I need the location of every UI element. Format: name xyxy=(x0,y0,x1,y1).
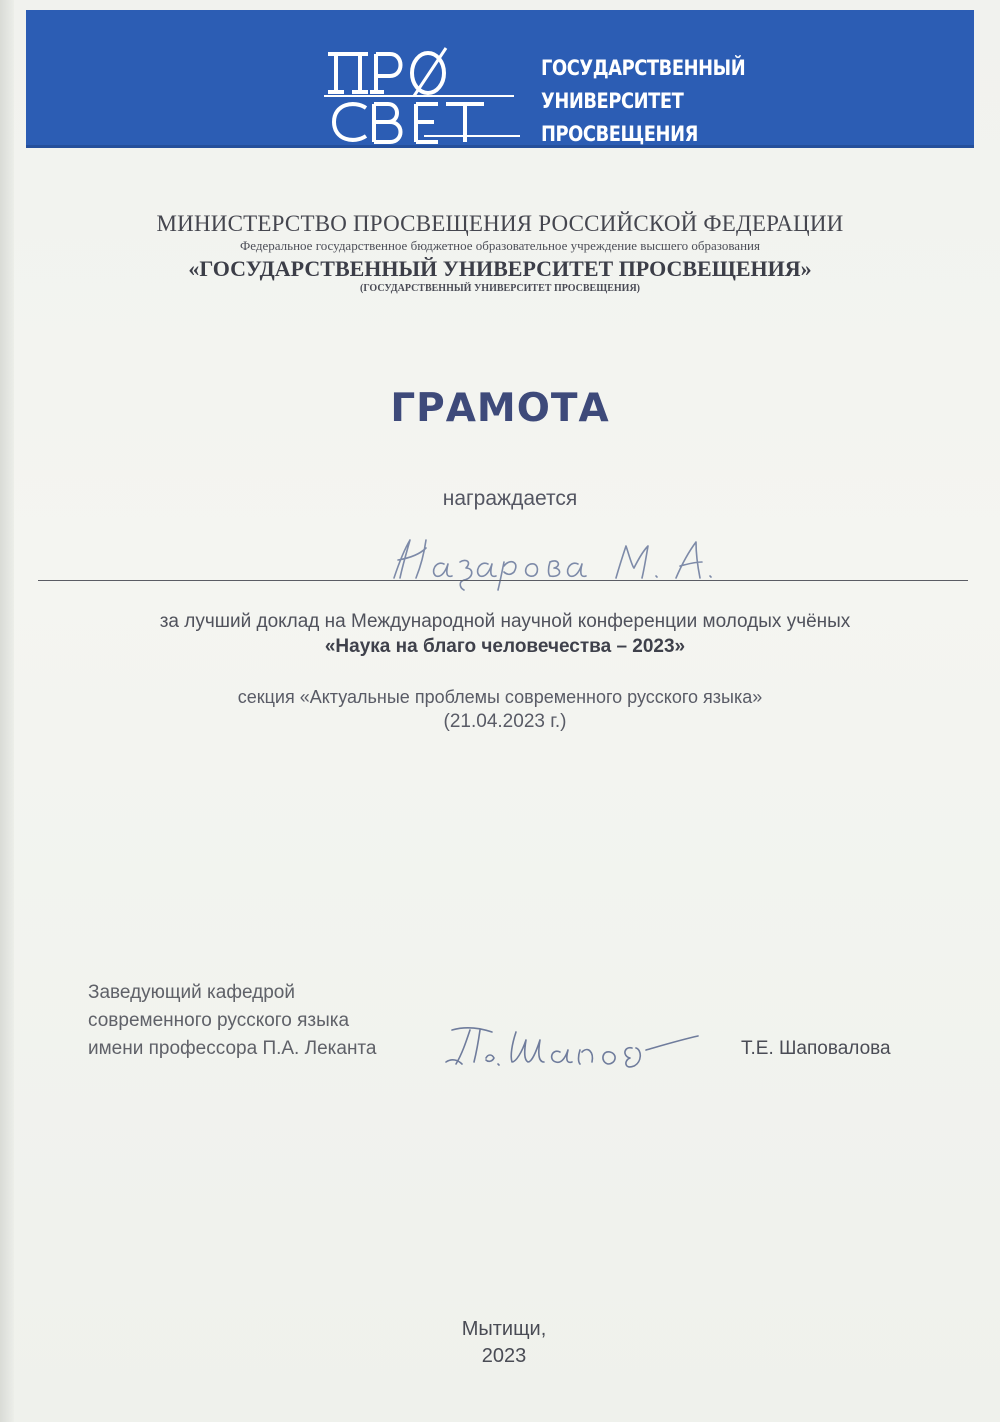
logo-text-line: ПРОСВЕЩЕНИЯ xyxy=(541,122,698,146)
logo-text-line: ГОСУДАРСТВЕННЫЙ xyxy=(541,56,746,80)
recipient-name-line xyxy=(38,580,968,581)
city: Мытищи, xyxy=(461,1318,547,1340)
signature xyxy=(436,1018,706,1080)
signer-position-line: современного русского языка xyxy=(88,1010,350,1031)
signer-name: Т.Е. Шаповалова xyxy=(741,1038,891,1059)
section-name: секция «Актуальные проблемы современного русского языка» xyxy=(237,687,763,707)
certificate-title: ГРАМОТА xyxy=(390,386,610,431)
logo-wordmark xyxy=(541,52,746,151)
prosvet-logo xyxy=(324,46,524,150)
awarded-text: награждается xyxy=(442,487,578,510)
signer-position-line: Заведующий кафедрой xyxy=(88,982,295,1003)
university-name: «ГОСУДАРСТВЕННЫЙ УНИВЕРСИТЕТ ПРОСВЕЩЕНИЯ» xyxy=(188,256,812,281)
logo-text-line: УНИВЕРСИТЕТ xyxy=(541,89,684,113)
conference-name: «Наука на благо человечества – 2023» xyxy=(324,636,686,657)
signer-position xyxy=(88,979,377,1063)
award-reason: за лучший доклад на Международной научной конференции молодых учёных xyxy=(159,611,851,632)
signer-position-line: имени профессора П.А. Леканта xyxy=(88,1038,377,1059)
award-date: (21.04.2023 г.) xyxy=(443,711,567,732)
ministry-name: МИНИСТЕРСТВО ПРОСВЕЩЕНИЯ РОССИЙСКОЙ ФЕДЕРАЦИИ xyxy=(156,211,844,236)
institution-type: Федеральное государственное бюджетное образовательное учреждение высшего образования xyxy=(240,238,760,253)
university-short-name: (ГОСУДАРСТВЕННЫЙ УНИВЕРСИТЕТ ПРОСВЕЩЕНИЯ) xyxy=(359,283,640,294)
year: 2023 xyxy=(481,1345,527,1367)
recipient-handwritten-name xyxy=(380,532,740,592)
header-banner xyxy=(26,10,974,148)
